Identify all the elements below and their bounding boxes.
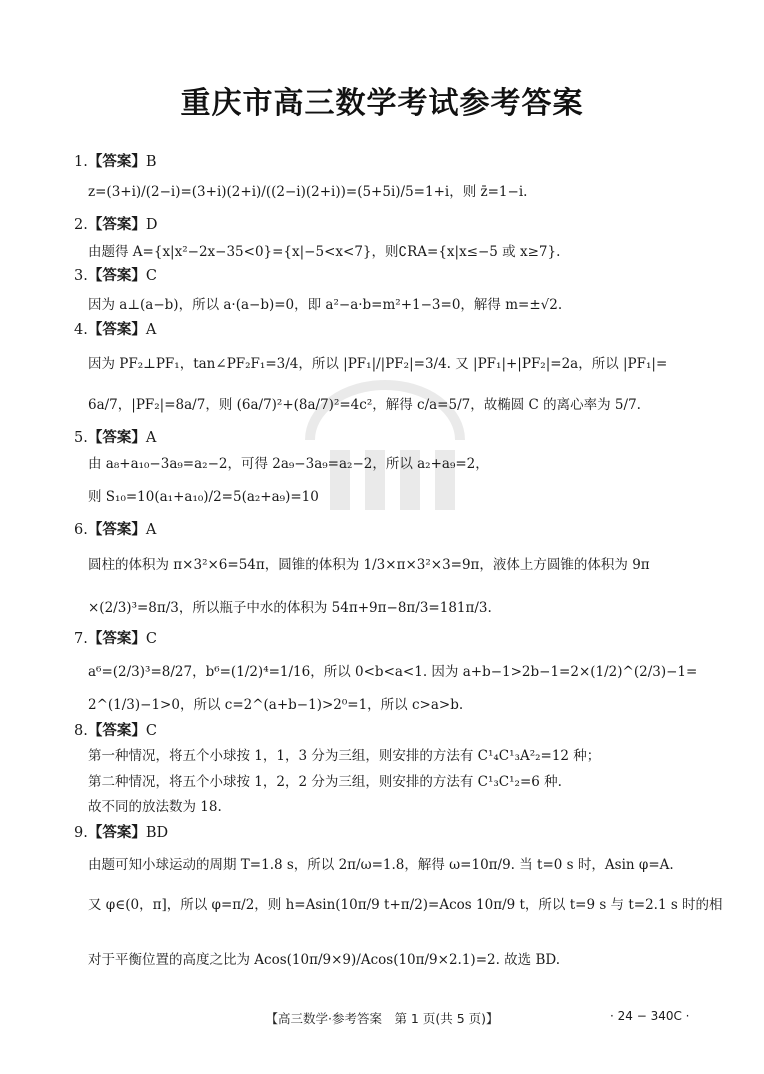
q4-solution-line2: 6a/7，|PF₂|=8a/7，则 (6a/7)²+(8a/7)²=4c²，解得 c/a=5/7，故椭圆 C 的离心率为 5/7. — [88, 397, 641, 413]
q6-answer: 6.【答案】A — [74, 522, 157, 538]
q7-solution-line2: 2^(1/3)−1>0，所以 c=2^(a+b−1)>2⁰=1，所以 c>a>b. — [88, 697, 464, 713]
q8-solution-line1: 第一种情况，将五个小球按 1，1，3 分为三组，则安排的方法有 C¹₄C¹₃A²₂=12 种； — [88, 748, 601, 764]
q5-answer: 5.【答案】A — [74, 430, 157, 446]
q2-solution: 由题得 A={x|x²−2x−35<0}={x|−5<x<7}，则∁RA={x|x≤−5 或 x≥7}. — [88, 244, 561, 260]
q6-solution-line1: 圆柱的体积为 π×3²×6=54π，圆锥的体积为 1/3×π×3²×3=9π，液体上方圆锥的体积为 9π — [88, 557, 650, 573]
q8-solution-line3: 故不同的放法数为 18. — [88, 799, 222, 815]
q5-solution-line1: 由 a₈+a₁₀−3a₉=a₂−2，可得 2a₉−3a₉=a₂−2，所以 a₂+a₉=2， — [88, 456, 489, 472]
q9-answer: 9.【答案】BD — [74, 825, 169, 841]
q7-solution-line1: a⁶=(2/3)³=8/27，b⁶=(1/2)⁴=1/16，所以 0<b<a<1. 因为 a+b−1>2b−1=2×(1/2)^(2/3)−1= — [88, 664, 698, 680]
q4-answer: 4.【答案】A — [74, 322, 157, 338]
q9-solution-line2: 又 φ∈(0，π]，所以 φ=π/2，则 h=Asin(10π/9 t+π/2)=Acos 10π/9 t，所以 t=9 s 与 t=2.1 s 时的相 — [88, 897, 723, 913]
page-title: 重庆市高三数学考试参考答案 — [180, 86, 584, 121]
q1-solution: z=(3+i)/(2−i)=(3+i)(2+i)/((2−i)(2+i))=(5+5i)/5=1+i，则 z̄=1−i. — [88, 184, 528, 200]
q6-solution-line2: ×(2/3)³=8π/3，所以瓶子中水的体积为 54π+9π−8π/3=181π/3. — [88, 600, 492, 616]
page-footer: 【高三数学·参考答案 第 1 页(共 5 页)】 — [265, 1011, 499, 1026]
q9-solution-line1: 由题可知小球运动的周期 T=1.8 s，所以 2π/ω=1.8，解得 ω=10π/9. 当 t=0 s 时，Asin φ=A. — [88, 857, 674, 873]
q1-answer: 1.【答案】B — [74, 154, 157, 170]
q5-solution-line2: 则 S₁₀=10(a₁+a₁₀)/2=5(a₂+a₉)=10 — [88, 489, 319, 505]
q8-solution-line2: 第二种情况，将五个小球按 1，2，2 分为三组，则安排的方法有 C¹₃C¹₂=6 种. — [88, 774, 562, 790]
q9-solution-line3: 对于平衡位置的高度之比为 Acos(10π/9×9)/Acos(10π/9×2.1)=2. 故选 BD. — [88, 952, 561, 968]
q3-solution: 因为 a⊥(a−b)，所以 a·(a−b)=0，即 a²−a·b=m²+1−3=0，解得 m=±√2. — [88, 297, 563, 313]
exam-code: · 24 − 340C · — [610, 1009, 690, 1023]
q4-solution-line1: 因为 PF₂⊥PF₁，tan∠PF₂F₁=3/4，所以 |PF₁|/|PF₂|=3/4. 又 |PF₁|+|PF₂|=2a，所以 |PF₁|= — [88, 356, 668, 372]
q3-answer: 3.【答案】C — [74, 268, 157, 284]
q8-answer: 8.【答案】C — [74, 723, 157, 739]
q2-answer: 2.【答案】D — [74, 217, 158, 233]
q7-answer: 7.【答案】C — [74, 631, 157, 647]
